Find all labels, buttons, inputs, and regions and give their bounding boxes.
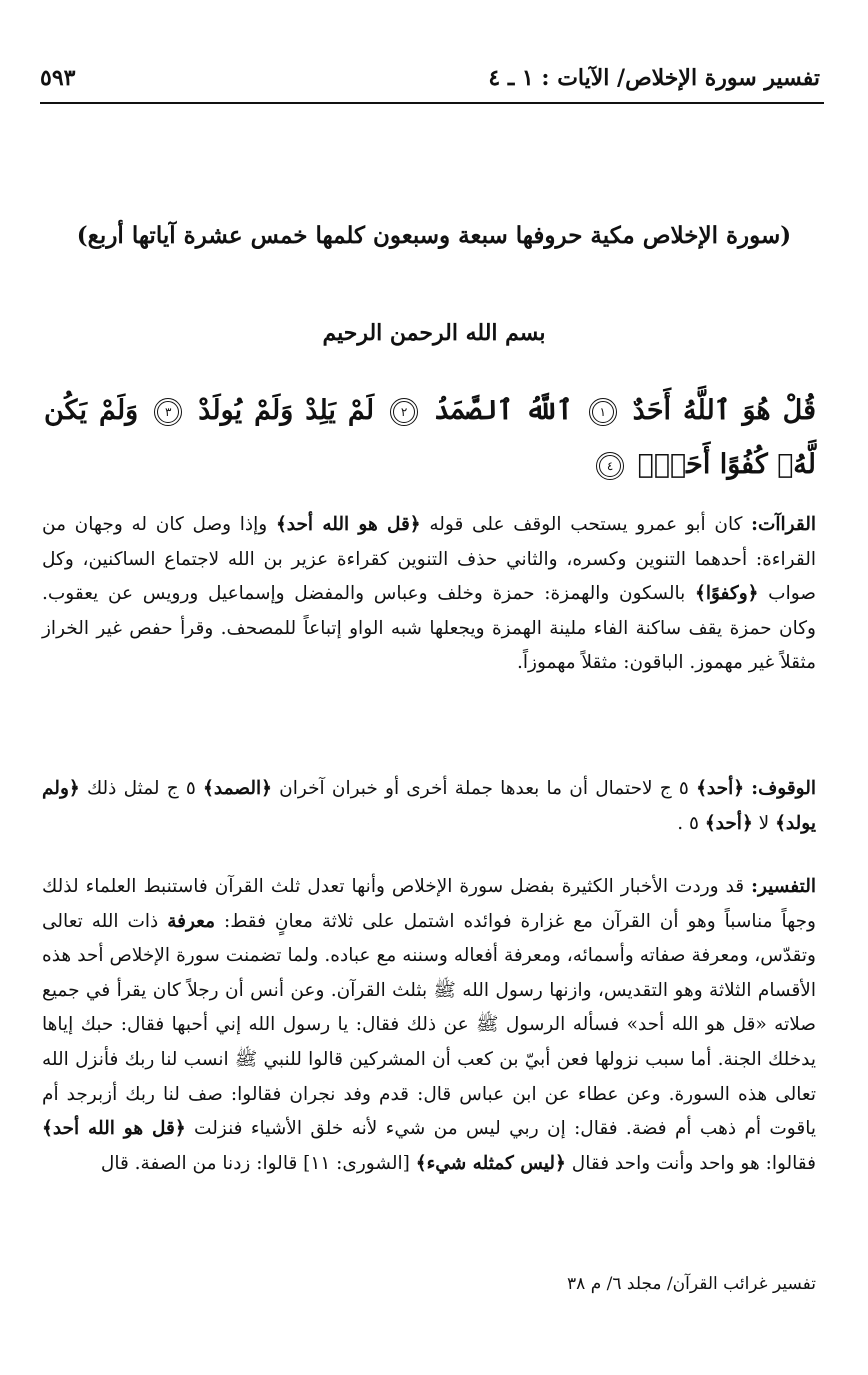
- quoted-verse: ﴿قل هو الله أحد﴾: [275, 514, 421, 535]
- ayah-number-marker: ٢: [390, 398, 418, 426]
- page-number: ٥٩٣: [40, 65, 76, 91]
- qiraat-text-2: وإذا وصل كان له وجهان من القراءة: أحدهما التنوين وكسره، والثاني حذف التنوين كقراءة عزير بن الله لاجتماع الساكنين، وكل صواب: [42, 514, 816, 605]
- running-title: تفسير سورة الإخلاص/ الآيات : ١ ـ ٤: [488, 65, 820, 91]
- verse-4-text: وَلَمْ يَكُن لَّهُۥ كُفُوًا أَحَدٌۢ: [44, 395, 816, 480]
- basmala: بسم الله الرحمن الرحيم: [322, 320, 546, 346]
- qiraat-text-3: بالسكون والهمزة: حمزة وخلف وعباس والمفضل وإسماعيل ورويس عن يعقوب. وكان حمزة يقف ساكنة الفاء ملينة الهمزة ويجعلها شبه الواو إتباعاً للمصحف. وقرأ حفص غير الخراز مثقلاً غير مهموز. الباقون: مثقلاً مهموزاً.: [42, 583, 816, 674]
- surah-info-heading: (سورة الإخلاص مكية حروفها سبعة وسبعون كلمها خمس عشرة آياتها أربع): [76, 222, 792, 249]
- wuquf-label: الوقوف:: [751, 778, 817, 799]
- wuquf-text-2: ٥ ج لمثل ذلك: [79, 778, 204, 799]
- quoted-verse: ﴿وكفوًا﴾: [695, 583, 759, 605]
- ayah-number-marker: ٣: [154, 398, 182, 426]
- verse-2-text: ٱللَّهُ ٱلصَّمَدُ: [434, 395, 573, 426]
- quran-verses: [44, 384, 816, 492]
- tafsir-text-2: ذات الله تعالى وتقدّس، ومعرفة صفاته وأسمائه، ومعرفة أفعاله وسننه مع عباده. ولما تضمنت سورة الإخلاص أحد هذه الأقسام الثلاثة وهو التقديس، وازنها رسول الله ﷺ بثلث القرآن. وعن أنس أن رجلاً كان يقرأ في جميع صلاته «قل هو الله أحد» فسأله الرسول ﷺ عن ذلك فقال: يا رسول الله إني أحبها فقال: حبك إياها يدخلك الجنة. أما سبب نزولها فعن أبيّ بن كعب أن المشركين قالوا للنبي ﷺ انسب لنا ربك فأنزل الله تعالى هذه السورة. وعن عطاء عن ابن عباس قال: قدم وفد نجران فقالوا: صف لنا ربك أزبرجد أم ياقوت أم ذهب أم فضة. فقال: إن ربي ليس من شيء لأنه خلق الأشياء فنزلت: [42, 910, 816, 1140]
- quoted-verse: ﴿أحد﴾: [704, 812, 753, 834]
- tafsir-text-4: [الشورى: ١١] قالوا: زدنا من الصفة. قال: [100, 1152, 416, 1174]
- ayah-number-marker: ١: [589, 398, 617, 426]
- wuquf-text-3: لا: [752, 812, 776, 834]
- tafsir-text-1: قد وردت الأخبار الكثيرة بفضل سورة الإخلاص وأنها تعدل ثلث القرآن فاستنبط العلماء لذلك وجهاً مناسباً وهو أن القرآن مع غزارة فوائده اشتمل على ثلاثة معانٍ فقط:: [42, 876, 816, 932]
- verse-1-text: قُلْ هُوَ ٱللَّهُ أَحَدٌ: [632, 395, 817, 426]
- ayah-number-marker: ٤: [596, 452, 624, 480]
- page-footer: تفسير غرائب القرآن/ مجلد ٦/ م ٣٨: [567, 1274, 816, 1294]
- quoted-verse: ﴿قل هو الله أحد﴾: [42, 1118, 186, 1140]
- quoted-verse: ﴿الصمد﴾: [203, 778, 272, 799]
- qiraat-text-1: كان أبو عمرو يستحب الوقف على قوله: [420, 514, 752, 535]
- quoted-verse: ﴿ليس كمثله شيء﴾: [415, 1152, 566, 1174]
- wuquf-section: [42, 772, 816, 841]
- quoted-verse: ﴿ولم يولد﴾: [42, 778, 816, 834]
- tafsir-emphasis: معرفة: [167, 910, 216, 932]
- qiraat-section: [42, 508, 816, 681]
- tafsir-text-3: فقالوا: هو واحد وأنت واحد فقال: [565, 1152, 816, 1174]
- wuquf-text-1: ٥ ج لاحتمال أن ما بعدها جملة أخرى أو خبران آخران: [271, 778, 697, 799]
- quoted-verse: ﴿أحد﴾: [696, 778, 745, 799]
- wuquf-text-4: ٥ .: [677, 812, 705, 834]
- page-header: [40, 58, 820, 98]
- tafsir-section: [42, 870, 816, 1181]
- tafsir-label: التفسير:: [751, 876, 816, 897]
- header-divider: [40, 102, 824, 104]
- verse-3-text: لَمْ يَلِدْ وَلَمْ يُولَدْ: [198, 395, 375, 426]
- qiraat-label: القراآت:: [751, 514, 816, 535]
